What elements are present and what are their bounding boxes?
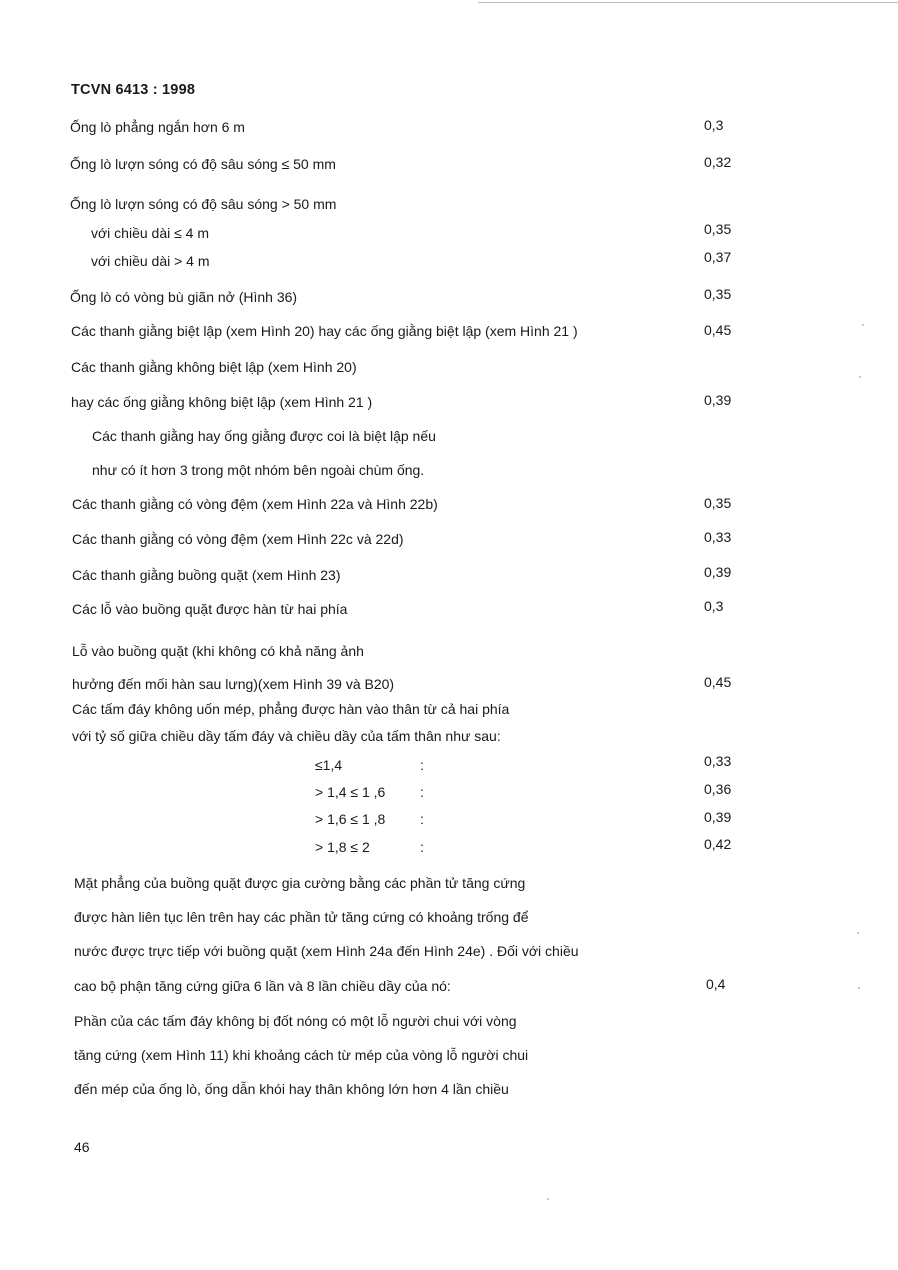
scan-speck bbox=[857, 932, 859, 934]
row-text: Các thanh giằng buồng quặt (xem Hình 23) bbox=[72, 567, 341, 583]
row-text: với chiều dài > 4 m bbox=[91, 253, 210, 269]
ratio-separator: : bbox=[420, 811, 424, 827]
row-text: hưởng đến mối hàn sau lưng)(xem Hình 39 và B20) bbox=[72, 676, 395, 692]
row-text: Ống lò phẳng ngắn hơn 6 m bbox=[70, 119, 245, 135]
row-value: 0,39 bbox=[704, 564, 732, 580]
ratio-range: > 1,4 ≤ 1 ,6 bbox=[315, 784, 386, 800]
paragraph-line: cao bộ phận tăng cứng giữa 6 lần và 8 lần chiều dầy của nó: bbox=[74, 978, 451, 994]
row-text: Ống lò lượn sóng có độ sâu sóng ≤ 50 mm bbox=[70, 156, 336, 172]
row-text: Ống lò lượn sóng có độ sâu sóng > 50 mm bbox=[70, 196, 337, 212]
ratio-value: 0,33 bbox=[704, 753, 732, 769]
ratio-range: ≤1,4 bbox=[315, 757, 343, 773]
row-text: Các thanh giằng có vòng đệm (xem Hình 22c và 22d) bbox=[72, 531, 404, 547]
row-text: Các thanh giằng có vòng đệm (xem Hình 22a và Hình 22b) bbox=[72, 496, 438, 512]
ratio-value: 0,36 bbox=[704, 781, 732, 797]
page-number: 46 bbox=[74, 1139, 90, 1155]
paragraph-line: tăng cứng (xem Hình 11) khi khoảng cách từ mép của vòng lỗ người chui bbox=[74, 1047, 529, 1063]
row-text: Các thanh giằng biệt lập (xem Hình 20) hay các ống giằng biệt lập (xem Hình 21 ) bbox=[71, 323, 578, 339]
ratio-separator: : bbox=[420, 784, 424, 800]
row-text: Các tấm đáy không uốn mép, phẳng được hàn vào thân từ cả hai phía bbox=[72, 701, 510, 717]
row-value: 0,35 bbox=[704, 495, 732, 511]
row-text: Các thanh giằng không biệt lập (xem Hình 20) bbox=[71, 359, 357, 375]
scan-top-edge-rule bbox=[478, 2, 898, 3]
row-value: 0,45 bbox=[704, 322, 732, 338]
row-value: 0,3 bbox=[704, 117, 724, 133]
paragraph-line: được hàn liên tục lên trên hay các phần tử tăng cứng có khoảng trống để bbox=[74, 909, 529, 925]
ratio-value: 0,42 bbox=[704, 836, 732, 852]
row-value: 0,35 bbox=[704, 221, 732, 237]
row-text: Các lỗ vào buồng quặt được hàn từ hai phía bbox=[72, 601, 348, 617]
row-text: hay các ống giằng không biệt lập (xem Hình 21 ) bbox=[71, 394, 373, 410]
row-value: 0,39 bbox=[704, 392, 732, 408]
paragraph-value: 0,4 bbox=[706, 976, 726, 992]
ratio-separator: : bbox=[420, 757, 424, 773]
scan-speck bbox=[862, 324, 864, 326]
row-value: 0,32 bbox=[704, 154, 732, 170]
ratio-separator: : bbox=[420, 839, 424, 855]
paragraph-line: đến mép của ống lò, ống dẫn khói hay thân không lớn hơn 4 lần chiều bbox=[74, 1081, 509, 1097]
row-value: 0,37 bbox=[704, 249, 732, 265]
row-text: Ống lò có vòng bù giãn nở (Hình 36) bbox=[70, 289, 298, 305]
row-text: với tỷ số giữa chiều dầy tấm đáy và chiều dầy của tấm thân như sau: bbox=[72, 728, 501, 744]
scan-speck bbox=[859, 376, 861, 378]
row-value: 0,3 bbox=[704, 598, 724, 614]
row-text: như có ít hơn 3 trong một nhóm bên ngoài chùm ống. bbox=[92, 462, 425, 478]
ratio-range: > 1,8 ≤ 2 bbox=[315, 839, 370, 855]
row-text: Các thanh giằng hay ống giằng được coi là biệt lập nếu bbox=[92, 428, 436, 444]
row-value: 0,45 bbox=[704, 674, 732, 690]
scan-speck bbox=[858, 987, 860, 989]
standard-header: TCVN 6413 : 1998 bbox=[71, 82, 196, 98]
paragraph-line: nước được trực tiếp với buồng quặt (xem Hình 24a đến Hình 24e) . Đối với chiều bbox=[74, 943, 579, 959]
ratio-range: > 1,6 ≤ 1 ,8 bbox=[315, 811, 386, 827]
paragraph-line: Phần của các tấm đáy không bị đốt nóng có một lỗ người chui với vòng bbox=[74, 1013, 517, 1029]
row-value: 0,33 bbox=[704, 529, 732, 545]
row-text: với chiều dài ≤ 4 m bbox=[91, 225, 210, 241]
paragraph-line: Mặt phẳng của buồng quặt được gia cường bằng các phần tử tăng cứng bbox=[74, 875, 526, 891]
scan-speck bbox=[547, 1198, 549, 1200]
ratio-value: 0,39 bbox=[704, 809, 732, 825]
row-text: Lỗ vào buồng quặt (khi không có khả năng ảnh bbox=[72, 643, 364, 659]
row-value: 0,35 bbox=[704, 286, 732, 302]
